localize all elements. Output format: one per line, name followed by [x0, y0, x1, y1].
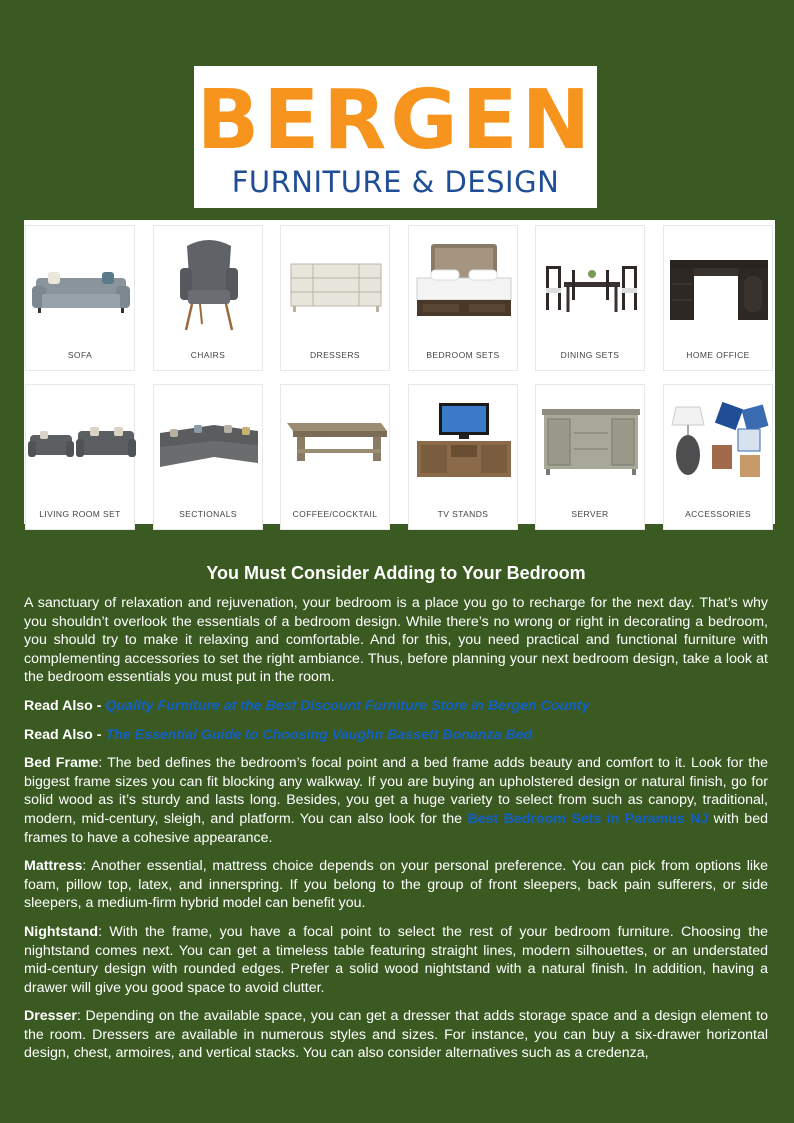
read-also-link-2[interactable]: The Essential Guide to Choosing Vaughn Bassett Bonanza Bed: [105, 726, 533, 743]
category-tile-server[interactable]: [535, 384, 645, 530]
logo-wordmark: BERGEN: [196, 73, 595, 168]
category-tile-bedroom-sets[interactable]: [408, 225, 518, 371]
tile-label: LIVING ROOM SET: [39, 509, 121, 519]
server-icon: [536, 385, 646, 505]
dresser-text: : Depending on the available space, you can get a dresser that adds storage space and a design element to the room. Dressers are available in numerous styles and sizes. For instance, you can buy a six-drawer horizontal design, chest, armoires, and vertical stacks. You can also consider alternatives such as a credenza,: [24, 1008, 768, 1062]
read-also-1: [24, 697, 768, 716]
accessories-icon: [664, 385, 774, 505]
category-tile-living-room-set[interactable]: [25, 384, 135, 530]
tile-label: HOME OFFICE: [686, 350, 750, 360]
tile-label: SECTIONALS: [179, 509, 237, 519]
bed-frame-text: : The bed defines the bedroom’s focal point and a bed frame adds beauty and comfort to it. Look for the biggest frame sizes you can fit blocking any walkway. If you are buying an upholstered design or natural finish, go for solid wood as it’s sturdy and lasts long. Besides, you get a huge variety to select from such as canopy, traditional, modern, mid-century, sleigh, and platform. You can also look for the: [24, 755, 769, 827]
tile-label: TV STANDS: [437, 509, 489, 519]
nightstand-paragraph: [24, 923, 768, 997]
category-tile-chairs[interactable]: [153, 225, 263, 371]
tile-label: COFFEE/COCKTAIL: [292, 509, 378, 519]
sofa-icon: [26, 226, 136, 346]
category-tile-accessories[interactable]: [663, 384, 773, 530]
read-also-label: Read Also -: [24, 697, 102, 714]
nightstand-text: : With the frame, you have a focal point to select the rest of your bedroom furniture. Choosing the nightstand comes next. You can get a timeless table featuring straight lines, modern silhouettes, or an understated mid-century design with rounded edges. Prefer a solid wood nightstand with a natural finish. In addition, having a drawer will give you good space to avoid clutter.: [24, 923, 768, 996]
read-also-link-1[interactable]: Quality Furniture at the Best Discount Furniture Store in Bergen County: [105, 697, 590, 714]
intro-paragraph: A sanctuary of relaxation and rejuvenation, your bedroom is a place you go to recharge for the next day. That’s why you shouldn’t overlook the essentials of a bedroom design. While there’s no wrong or right in decorating a bedroom, you should try to make it relaxing and comfortable. And for this, you need practical and functional furniture with complementing accessories to set the right ambiance. Thus, before planning your next bedroom design, take a look at the bedroom essentials you must put in the room.: [24, 595, 768, 686]
mattress-term: Mattress: [24, 858, 83, 875]
tile-label: DRESSERS: [310, 350, 360, 360]
bed-frame-paragraph: [24, 754, 768, 847]
desk-icon: [664, 226, 774, 346]
category-grid: [24, 220, 775, 524]
read-also-label: Read Also -: [24, 726, 102, 743]
category-tile-dining-sets[interactable]: [535, 225, 645, 371]
article: [24, 562, 768, 1073]
chair-icon: [154, 226, 264, 346]
dresser-icon: [281, 226, 391, 346]
category-tile-home-office[interactable]: [663, 225, 773, 371]
dresser-paragraph: [24, 1007, 768, 1063]
bed-frame-term: Bed Frame: [24, 755, 99, 772]
tile-label: ACCESSORIES: [685, 509, 751, 519]
dining-set-icon: [536, 226, 646, 346]
bedroom-sets-link[interactable]: Best Bedroom Sets in Paramus NJ: [467, 810, 709, 827]
tile-label: BEDROOM SETS: [426, 350, 500, 360]
sectional-icon: [154, 385, 264, 505]
category-tile-tv-stands[interactable]: [408, 384, 518, 530]
tile-label: DINING SETS: [560, 350, 620, 360]
category-tile-sectionals[interactable]: [153, 384, 263, 530]
tv-stand-icon: [409, 385, 519, 505]
brand-logo[interactable]: [194, 66, 597, 208]
tile-label: CHAIRS: [190, 350, 226, 360]
category-tile-dressers[interactable]: [280, 225, 390, 371]
living-room-set-icon: [26, 385, 136, 505]
read-also-2: [24, 726, 768, 745]
tile-label: SOFA: [67, 350, 93, 360]
logo-tagline: FURNITURE & DESIGN: [231, 165, 560, 199]
bed-frame-text-end: with bed frames to have a cohesive appearance.: [24, 810, 768, 846]
category-tile-coffee-cocktail[interactable]: [280, 384, 390, 530]
mattress-paragraph: [24, 857, 768, 913]
category-tile-sofa[interactable]: [25, 225, 135, 371]
dresser-term: Dresser: [24, 1008, 77, 1025]
tile-label: SERVER: [571, 509, 609, 519]
mattress-text: : Another essential, mattress choice depends on your personal preference. You can pick from options like foam, pillow top, latex, and innerspring. If you belong to the group of front sleepers, back pain sufferers, or side sleepers, a medium-firm hybrid model can benefit you.: [24, 858, 768, 912]
coffee-table-icon: [281, 385, 391, 505]
article-title: You Must Consider Adding to Your Bedroom: [206, 563, 586, 583]
nightstand-term: Nightstand: [24, 923, 99, 940]
bed-icon: [409, 226, 519, 346]
